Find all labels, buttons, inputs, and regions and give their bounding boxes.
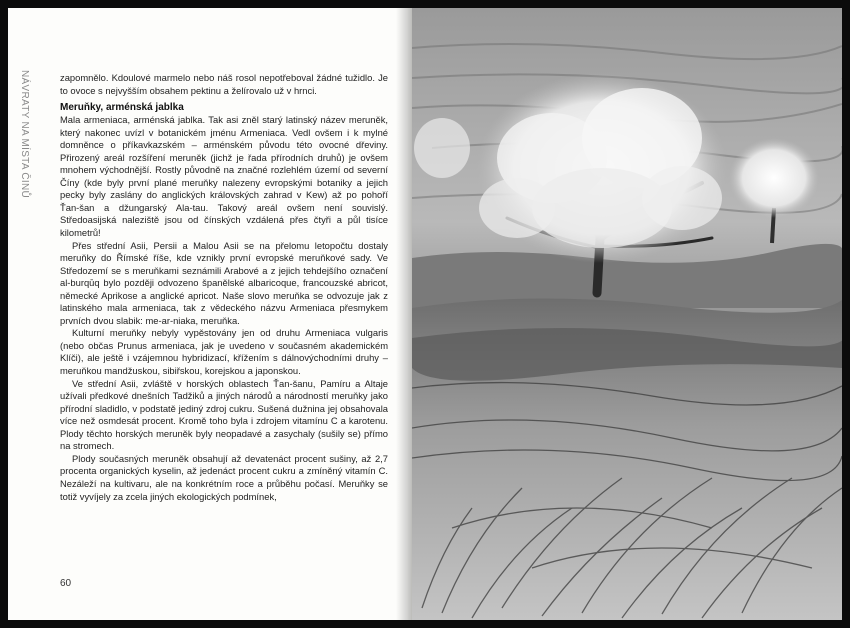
left-page [8,8,408,620]
running-head-text: NÁVRATY NA MÍSTA ČINŮ [19,70,30,198]
paragraph-intro: Mala armeniaca, arménská jablka. Tak asi zněl starý latinský název meruněk, který nakonec uvízl v botanickém jménu Armeniaca. Vedl ovšem i k mylné domněnce o příkavkazském – arménském původu této ovocné dřeviny. Přirozený areál rozšíření meruněk (jichž je řada přírodních druhů) je ovšem mnohem východnější. Rostly původně na značné rozlehlém území od severní Číny (kde byly první plané meruňky nalezeny evropskými botaniky a jejich pecky byly zaslány do anglických královských zahrad v Kew) až po pohoří Ťan-šan a džungarský Ala-tau. Takový areál ovšem není souvislý. Středoasijská naleziště jsou od čínských vzdálená přes čtyři a půl tisíce kilometrů! [60,114,388,239]
book-spread [8,8,842,620]
illustration [412,8,842,620]
paragraph-central-asia: Ve střední Asii, zvláště v horských oblastech Ťan-šanu, Pamíru a Altaje užívali předkové dnešních Tadžiků a jiných národů a národností meruňky jako přírodní sladidlo, v podstatě jediný zdroj cukru. Sušená dužnina jej obsahovala více než osmdesát procent. Kromě toho byla i zdrojem vitamínu C a karotenu. Plody těchto horských meruněk byly neopadavé a zasychaly (sušily se) přímo na stromech. [60,377,388,452]
page-number: 60 [60,578,72,589]
section-heading: Meruňky, arménská jablka [60,102,184,114]
tree-blossom [477,73,727,263]
paragraph-cultivars: Kulturní meruňky nebyly vypěstovány jen od druhu Armeniaca vulgaris (nebo občas Prunus armeniaca, jak je uvedeno v současném akademickém Klíči), ale ještě i vzájemnou hybridizací, křížením s dálnovýchodními druhy – meruňkou mandžuskou, sibiřskou, korejskou a japonskou. [60,327,388,377]
running-head [16,70,32,290]
right-page [412,8,842,620]
paragraph-history: Přes střední Asii, Persii a Malou Asii se na přelomu letopočtu dostaly meruňky do Římské říše, kde vznikly první evropské meruňkové sady. Ve Středozemí se s meruňkami seznámili Arabové a z jejich tehdejšího označení al-burqūq bylo později odvozeno španělské albaricoque, francouzské abricot, německé Aprikose a anglické apricot. Naše slovo meruňka se odvozuje jak z latinského mala armeniaca, tak z vědeckého názvu Armeniaca přesmykem prvních dvou slabik: me-ar-niaka, meruňka. [60,239,388,326]
left-shrub [414,118,470,178]
paragraph-continuation: zapomnělo. Kdoulové marmelo nebo náš rosol nepotřeboval žádné tužidlo. Je to ovoce s nejvyšším obsahem pektinu a želírovalo už v hrnci. [60,72,388,96]
body-text [60,72,388,503]
paragraph-composition: Plody současných meruněk obsahují až devatenáct procent sušiny, až 2,7 procenta organických kyselin, až jedenáct procent cukru a zmíněný vitamín C. Nezáleží na kultivaru, ale na konkrétním roce a průběhu počasí. Meruňky se totiž vyvíjely za zcela jiných ekologických podmínek, [60,452,388,502]
